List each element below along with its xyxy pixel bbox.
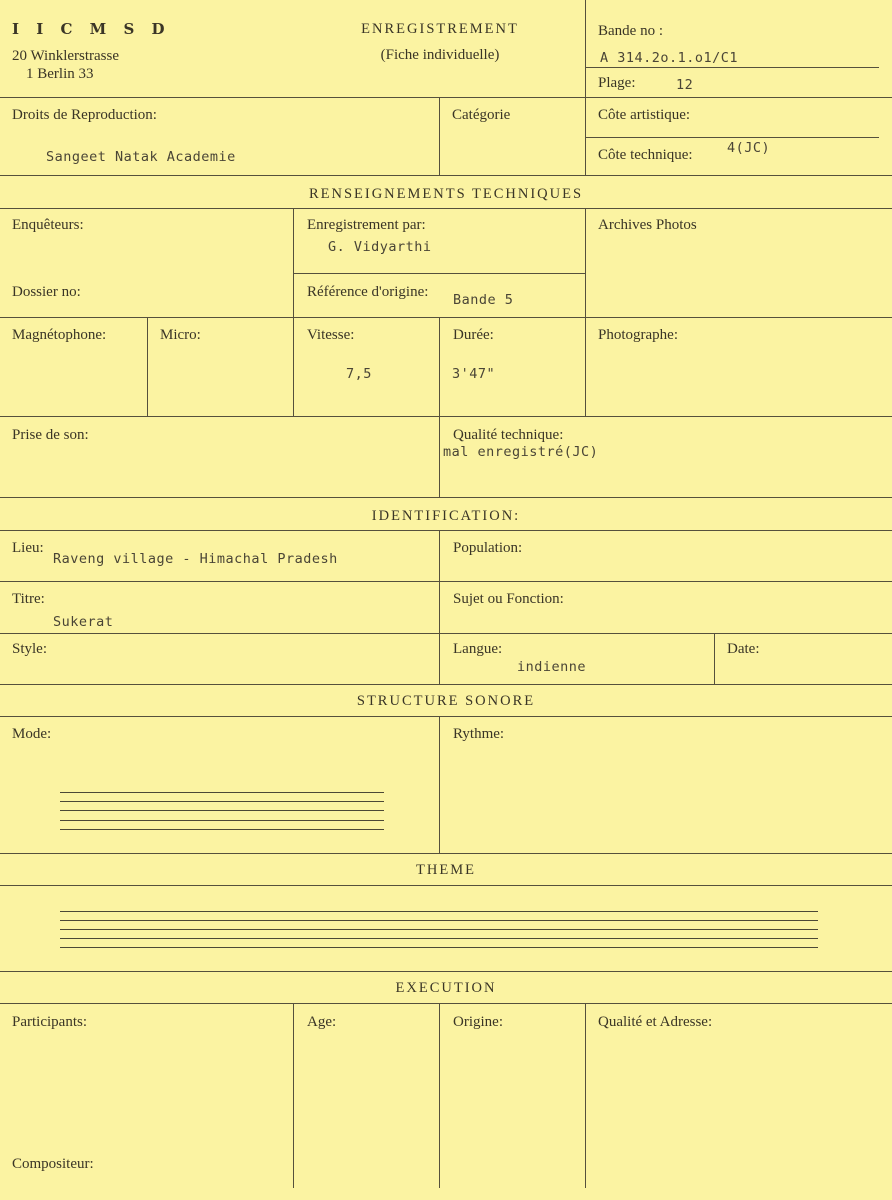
divider (0, 1003, 892, 1004)
enregistrement-label: Enregistrement par: (307, 217, 426, 233)
prise-de-son-label: Prise de son: (12, 427, 89, 443)
origine-label: Origine: (453, 1014, 503, 1030)
divider (0, 530, 892, 531)
divider (0, 885, 892, 886)
qualite-technique-label: Qualité technique: (453, 427, 564, 443)
divider (585, 1003, 586, 1188)
address-line-2: 1 Berlin 33 (26, 66, 94, 82)
duree-value[interactable]: 3'47" (452, 366, 496, 382)
divider (585, 208, 586, 416)
cote-artistique-label: Côte artistique: (598, 107, 691, 123)
mode-writing-line[interactable] (60, 801, 384, 802)
divider (0, 416, 892, 417)
theme-writing-line[interactable] (60, 947, 818, 948)
sujet-label: Sujet ou Fonction: (453, 591, 564, 607)
langue-value[interactable]: indienne (517, 659, 587, 675)
micro-label: Micro: (160, 327, 201, 343)
cote-technique-label: Côte technique: (598, 147, 693, 163)
mode-writing-line[interactable] (60, 792, 384, 793)
mode-writing-line[interactable] (60, 810, 384, 811)
form-title: ENREGISTREMENT (361, 21, 519, 37)
photographe-label: Photographe: (598, 327, 678, 343)
enqueteurs-label: Enquêteurs: (12, 217, 84, 233)
divider (0, 716, 892, 717)
qualite-technique-value[interactable]: mal enregistré(JC) (443, 444, 599, 460)
section-title-theme: THEME (416, 862, 476, 878)
age-label: Age: (307, 1014, 337, 1030)
categorie-label: Catégorie (452, 107, 511, 123)
divider (0, 684, 892, 685)
mode-label: Mode: (12, 726, 52, 742)
divider (439, 317, 440, 497)
droits-label: Droits de Reproduction: (12, 107, 157, 123)
divider (586, 67, 879, 68)
lieu-label: Lieu: (12, 540, 44, 556)
population-label: Population: (453, 540, 523, 556)
divider (0, 633, 892, 634)
titre-value[interactable]: Sukerat (53, 614, 114, 630)
divider (147, 317, 148, 416)
theme-writing-line[interactable] (60, 938, 818, 939)
section-title-technical: RENSEIGNEMENTS TECHNIQUES (308, 186, 584, 202)
titre-label: Titre: (12, 591, 45, 607)
magnetophone-label: Magnétophone: (12, 327, 107, 343)
bande-label: Bande no : (598, 23, 663, 39)
divider (714, 633, 715, 684)
dossier-label: Dossier no: (12, 284, 81, 300)
divider (0, 208, 892, 209)
compositeur-label: Compositeur: (12, 1156, 94, 1172)
langue-label: Langue: (453, 641, 503, 657)
archives-photos-label: Archives Photos (598, 217, 697, 233)
divider (586, 137, 879, 138)
participants-label: Participants: (12, 1014, 87, 1030)
vitesse-label: Vitesse: (307, 327, 355, 343)
reference-value[interactable]: Bande 5 (453, 292, 514, 308)
divider (293, 1003, 294, 1188)
divider (439, 1003, 440, 1188)
reference-label: Référence d'origine: (307, 284, 429, 300)
divider (0, 497, 892, 498)
mode-writing-line[interactable] (60, 829, 384, 830)
mode-writing-line[interactable] (60, 820, 384, 821)
divider (439, 716, 440, 853)
divider (0, 853, 892, 854)
divider (0, 175, 892, 176)
rythme-label: Rythme: (453, 726, 505, 742)
divider (0, 97, 892, 98)
divider (439, 97, 440, 175)
divider (294, 273, 586, 274)
institute-logo: I I C M S D (12, 20, 171, 38)
enregistrement-value[interactable]: G. Vidyarthi (328, 239, 432, 255)
divider (0, 581, 892, 582)
theme-writing-line[interactable] (60, 929, 818, 930)
address-line-1: 20 Winklerstrasse (12, 48, 120, 64)
duree-label: Durée: (453, 327, 494, 343)
cote-technique-value[interactable]: 4(JC) (727, 140, 771, 156)
section-title-execution: EXECUTION (395, 980, 497, 996)
divider (439, 530, 440, 684)
qualite-adresse-label: Qualité et Adresse: (598, 1014, 713, 1030)
plage-label: Plage: (598, 75, 636, 91)
form-subtitle: (Fiche individuelle) (380, 47, 500, 63)
lieu-value[interactable]: Raveng village - Himachal Pradesh (53, 551, 338, 567)
section-title-structure: STRUCTURE SONORE (356, 693, 536, 709)
theme-writing-line[interactable] (60, 920, 818, 921)
divider (0, 317, 892, 318)
section-title-identification: IDENTIFICATION: (371, 508, 521, 524)
bande-value[interactable]: A 314.2o.1.o1/C1 (600, 50, 739, 66)
vitesse-value[interactable]: 7,5 (346, 366, 372, 382)
style-label: Style: (12, 641, 48, 657)
plage-value[interactable]: 12 (676, 77, 694, 93)
divider (0, 971, 892, 972)
droits-value[interactable]: Sangeet Natak Academie (46, 149, 236, 165)
theme-writing-line[interactable] (60, 911, 818, 912)
divider (293, 208, 294, 416)
date-label: Date: (727, 641, 760, 657)
